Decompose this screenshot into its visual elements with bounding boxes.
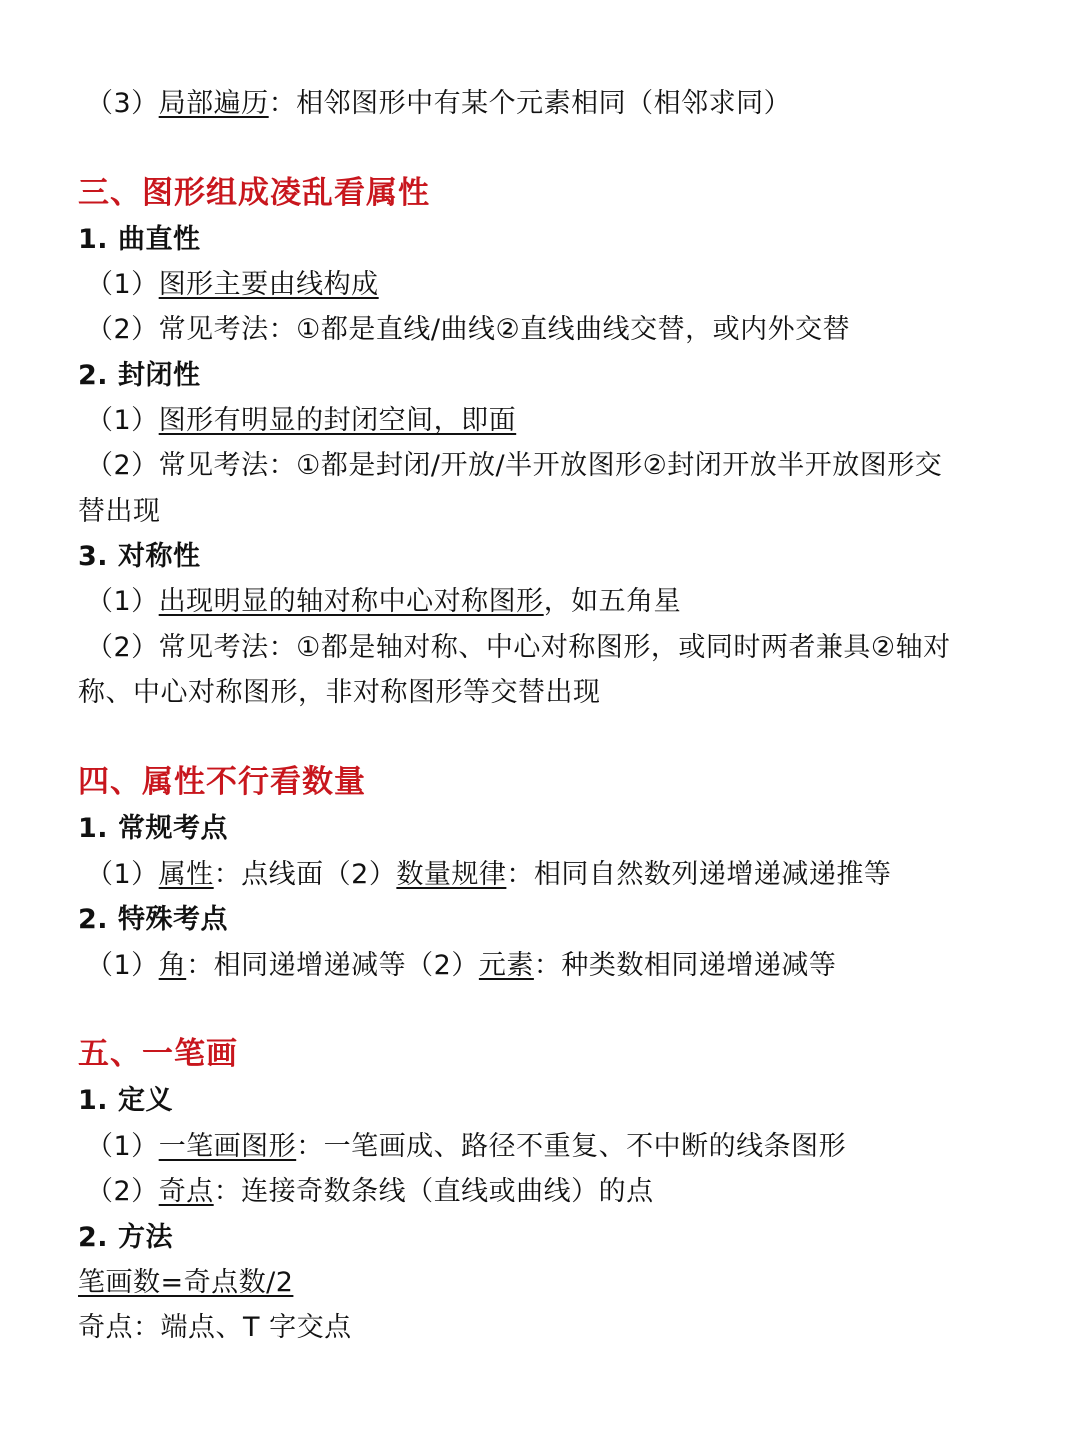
item-text: ：相同递增递减等（2） bbox=[186, 950, 479, 981]
item-text: ：一笔画成、路径不重复、不中断的线条图形 bbox=[296, 1131, 847, 1162]
item-prefix: （1） bbox=[86, 269, 159, 300]
curvature-item-1 bbox=[86, 267, 379, 303]
item-prefix: （1） bbox=[86, 586, 159, 617]
item-prefix: （2） bbox=[86, 1176, 159, 1207]
odd-point-note: 奇点：端点、T 字交点 bbox=[78, 1312, 352, 1343]
closedness-item-1 bbox=[86, 403, 516, 439]
regular-points-items bbox=[86, 857, 891, 893]
definition-item-1 bbox=[86, 1129, 846, 1165]
subheading-special-points: 2. 特殊考点 bbox=[78, 904, 228, 935]
subheading-symmetry: 3. 对称性 bbox=[78, 541, 201, 572]
symmetry-item-1 bbox=[86, 584, 681, 620]
section-5-heading: 五、一笔画 bbox=[78, 1036, 238, 1072]
stroke-count-formula: 笔画数=奇点数/2 bbox=[78, 1267, 294, 1298]
item-text: ：点线面（2） bbox=[213, 859, 397, 890]
term-symmetric-figures: 出现明显的轴对称中心对称图形 bbox=[158, 586, 544, 617]
item-prefix: （1） bbox=[86, 950, 159, 981]
definition-item-2 bbox=[86, 1174, 654, 1210]
item-prefix: （1） bbox=[86, 859, 159, 890]
item-text: ：相邻图形中有某个元素相同（相邻求同） bbox=[268, 88, 792, 119]
item-text: ，如五角星 bbox=[543, 586, 682, 617]
term-angle: 角 bbox=[158, 950, 187, 981]
symmetry-item-2-line1: （2）常见考法：①都是轴对称、中心对称图形，或同时两者兼具②轴对 bbox=[86, 632, 951, 663]
subheading-regular-points: 1. 常规考点 bbox=[78, 813, 228, 844]
closedness-item-2-line2: 替出现 bbox=[78, 496, 161, 527]
term-one-stroke-figure: 一笔画图形 bbox=[158, 1131, 297, 1162]
subheading-definition: 1. 定义 bbox=[78, 1085, 173, 1116]
section-4-heading: 四、属性不行看数量 bbox=[78, 764, 366, 800]
item-text: ：相同自然数列递增递减递推等 bbox=[506, 859, 892, 890]
item-text: ：连接奇数条线（直线或曲线）的点 bbox=[213, 1176, 654, 1207]
term-closed-space: 图形有明显的封闭空间，即面 bbox=[158, 405, 517, 436]
term-quantity-rule: 数量规律 bbox=[396, 859, 507, 890]
subheading-closedness: 2. 封闭性 bbox=[78, 360, 201, 391]
item-prefix: （1） bbox=[86, 405, 159, 436]
section-3-heading: 三、图形组成凌乱看属性 bbox=[78, 175, 430, 211]
symmetry-item-2-line2: 称、中心对称图形，非对称图形等交替出现 bbox=[78, 677, 601, 708]
term-attribute: 属性 bbox=[158, 859, 214, 890]
curvature-item-2: （2）常见考法：①都是直线/曲线②直线曲线交替，或内外交替 bbox=[86, 314, 851, 345]
item-prefix: （3） bbox=[86, 88, 159, 119]
special-points-items bbox=[86, 948, 836, 984]
subheading-method: 2. 方法 bbox=[78, 1222, 173, 1253]
term-odd-point: 奇点 bbox=[158, 1176, 214, 1207]
term-element: 元素 bbox=[478, 950, 534, 981]
term-partial-traversal: 局部遍历 bbox=[158, 88, 269, 119]
term-line-composition: 图形主要由线构成 bbox=[158, 269, 379, 300]
top-partial-traversal-line bbox=[86, 86, 791, 122]
item-text: ：种类数相同递增递减等 bbox=[533, 950, 837, 981]
item-prefix: （1） bbox=[86, 1131, 159, 1162]
subheading-curvature: 1. 曲直性 bbox=[78, 224, 201, 255]
closedness-item-2-line1: （2）常见考法：①都是封闭/开放/半开放图形②封闭开放半开放图形交 bbox=[86, 450, 943, 481]
